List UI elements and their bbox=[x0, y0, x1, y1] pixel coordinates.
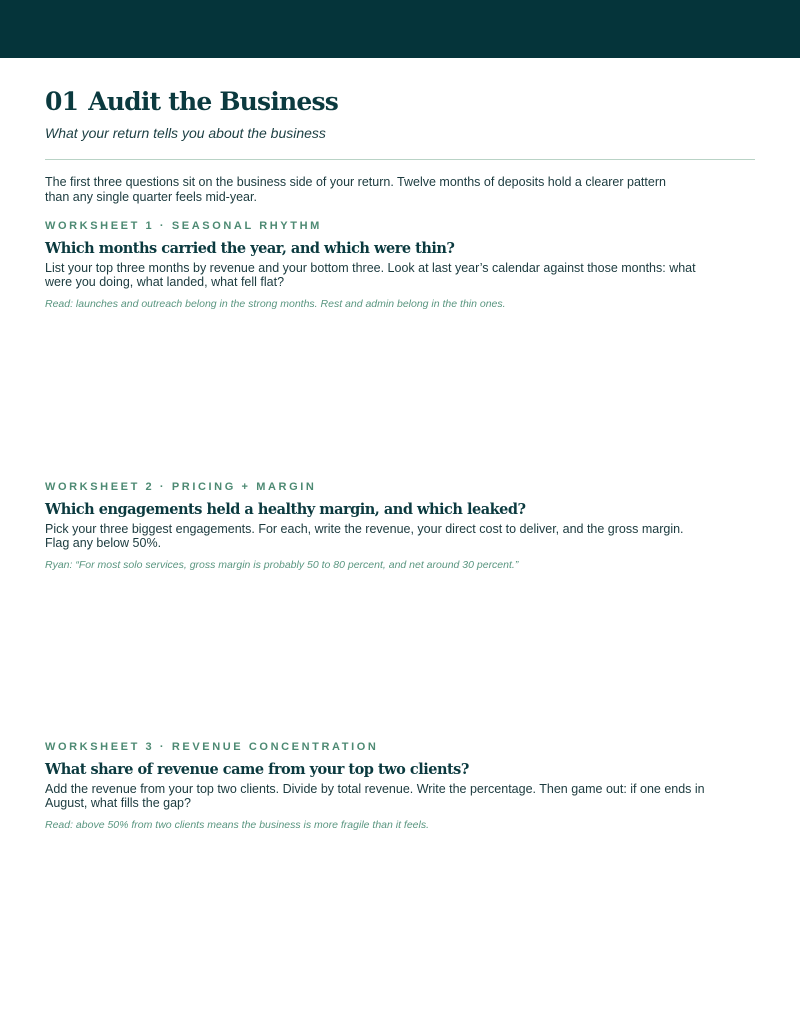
header-band bbox=[0, 0, 800, 58]
worksheet-instructions: Add the revenue from your top two clients. Divide by total revenue. Write the percentage. Then game out: if one ends in August, what fills the gap? bbox=[45, 782, 705, 810]
worksheet-eyebrow: WORKSHEET 3 · REVENUE CONCENTRATION bbox=[45, 741, 379, 753]
worksheet-instructions: Pick your three biggest engagements. For each, write the revenue, your direct cost to deliver, and the gross margin. Flag any below 50%. bbox=[45, 522, 684, 550]
worksheet-note: Ryan: “For most solo services, gross margin is probably 50 to 80 percent, and net around 30 percent.” bbox=[45, 559, 519, 571]
section-divider bbox=[45, 159, 755, 160]
section-title: Audit the Business bbox=[88, 87, 339, 116]
worksheet-note: Read: above 50% from two clients means the business is more fragile than it feels. bbox=[45, 819, 430, 831]
worksheet-question: Which months carried the year, and which were thin? bbox=[45, 240, 455, 257]
worksheet-3 bbox=[45, 740, 745, 832]
section-number: 01 bbox=[45, 87, 79, 116]
page-title bbox=[45, 86, 755, 118]
worksheet-instructions: List your top three months by revenue and your bottom three. Look at last year’s calendar against those months: what were you doing, what landed, what fell flat? bbox=[45, 261, 696, 289]
section-header bbox=[45, 86, 755, 205]
worksheet-question: What share of revenue came from your top two clients? bbox=[45, 761, 469, 778]
worksheet-question: Which engagements held a healthy margin, and which leaked? bbox=[45, 501, 526, 518]
worksheet-eyebrow: WORKSHEET 2 · PRICING + MARGIN bbox=[45, 481, 317, 493]
worksheet-note: Read: launches and outreach belong in the strong months. Rest and admin belong in the thin ones. bbox=[45, 298, 506, 310]
page-subtitle: What your return tells you about the business bbox=[45, 125, 326, 141]
worksheet-2 bbox=[45, 480, 745, 572]
intro-paragraph: The first three questions sit on the business side of your return. Twelve months of deposits hold a clearer pattern than any single quarter feels mid-year. bbox=[45, 175, 666, 204]
worksheet-eyebrow: WORKSHEET 1 · SEASONAL RHYTHM bbox=[45, 220, 322, 232]
worksheet-1 bbox=[45, 219, 745, 311]
